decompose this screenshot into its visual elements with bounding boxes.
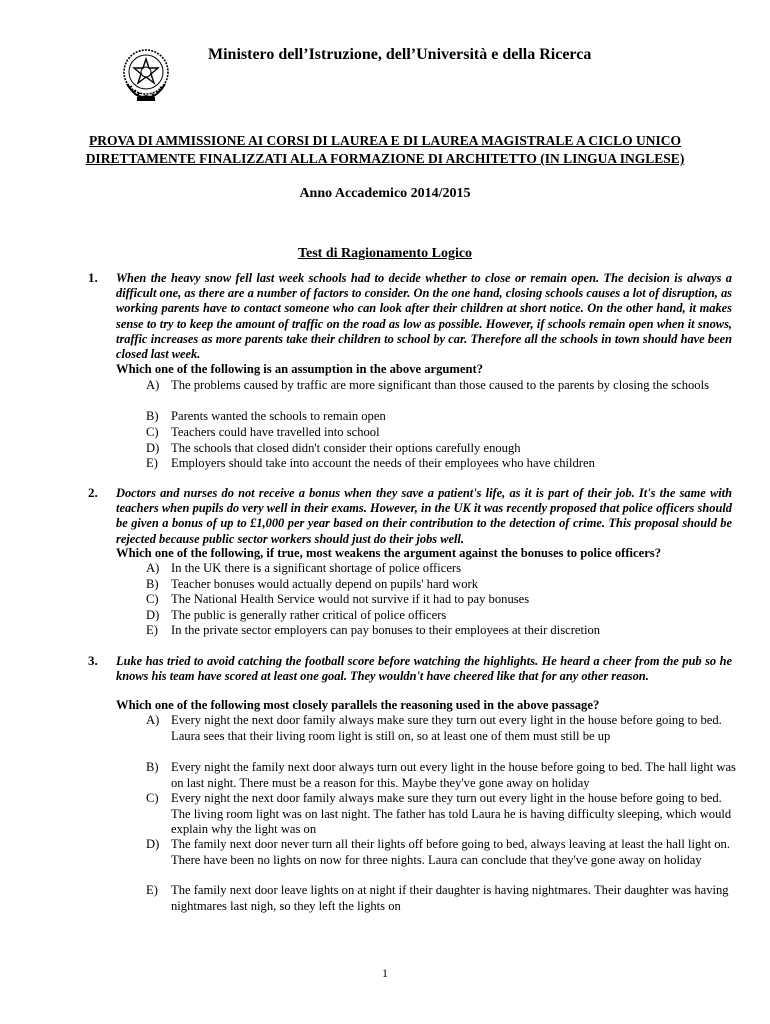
question-number: 2. — [88, 485, 98, 500]
question-stem: When the heavy snow fell last week schools had to decide whether to close or remain open. The decision is always a difficult one, as there are a number of factors to consider. On the one hand, closing schools causes a lot of disruption, as working parents have to contact someone who can look after their children at short notice. On the other hand, it makes sense to try to keep the amount of traffic on the road as low as possible. However, if schools remain open when it snows, traffic increases as more parents take their children to school by car. Therefore all the schools in town should have been closed last week. — [116, 271, 732, 362]
question-number: 1. — [88, 270, 98, 285]
question-number: 3. — [88, 653, 98, 668]
question-stem: Doctors and nurses do not receive a bonus when they save a patient's life, as it is part of their job. It's the same with teachers when pupils do very well in their exams. However, in the UK it was recently proposed that police officers should be given a bonus of up to £1,000 per year based on their contribution to the detection of crime. This proposal should be rejected because public sector workers should just do their jobs well. — [116, 486, 732, 546]
academic-year: Anno Accademico 2014/2015 — [299, 186, 471, 201]
page-number: 1 — [382, 966, 388, 980]
question-prompt: Which one of the following most closely parallels the reasoning used in the above passage? — [116, 698, 600, 712]
exam-title-line-2: DIRETTAMENTE FINALIZZATI ALLA FORMAZIONE DI ARCHITETTO (IN LINGUA INGLESE) — [85, 151, 685, 166]
question-stem: Luke has tried to avoid catching the football score before watching the highlights. He heard a cheer from the pub so he knows his team have scored at least one goal. They wouldn't have cheered like that for any other reason. — [116, 654, 732, 684]
section-title: Test di Ragionamento Logico — [297, 246, 473, 261]
exam-title-line-1: PROVA DI AMMISSIONE AI CORSI DI LAUREA E DI LAUREA MAGISTRALE A CICLO UNICO — [89, 133, 681, 148]
question-prompt: Which one of the following, if true, most weakens the argument against the bonuses to police officers? — [116, 546, 661, 560]
republic-emblem-icon — [117, 44, 175, 104]
ministry-name: Ministero dell’Istruzione, dell’Università e della Ricerca — [208, 46, 592, 63]
question-prompt: Which one of the following is an assumption in the above argument? — [116, 362, 484, 376]
